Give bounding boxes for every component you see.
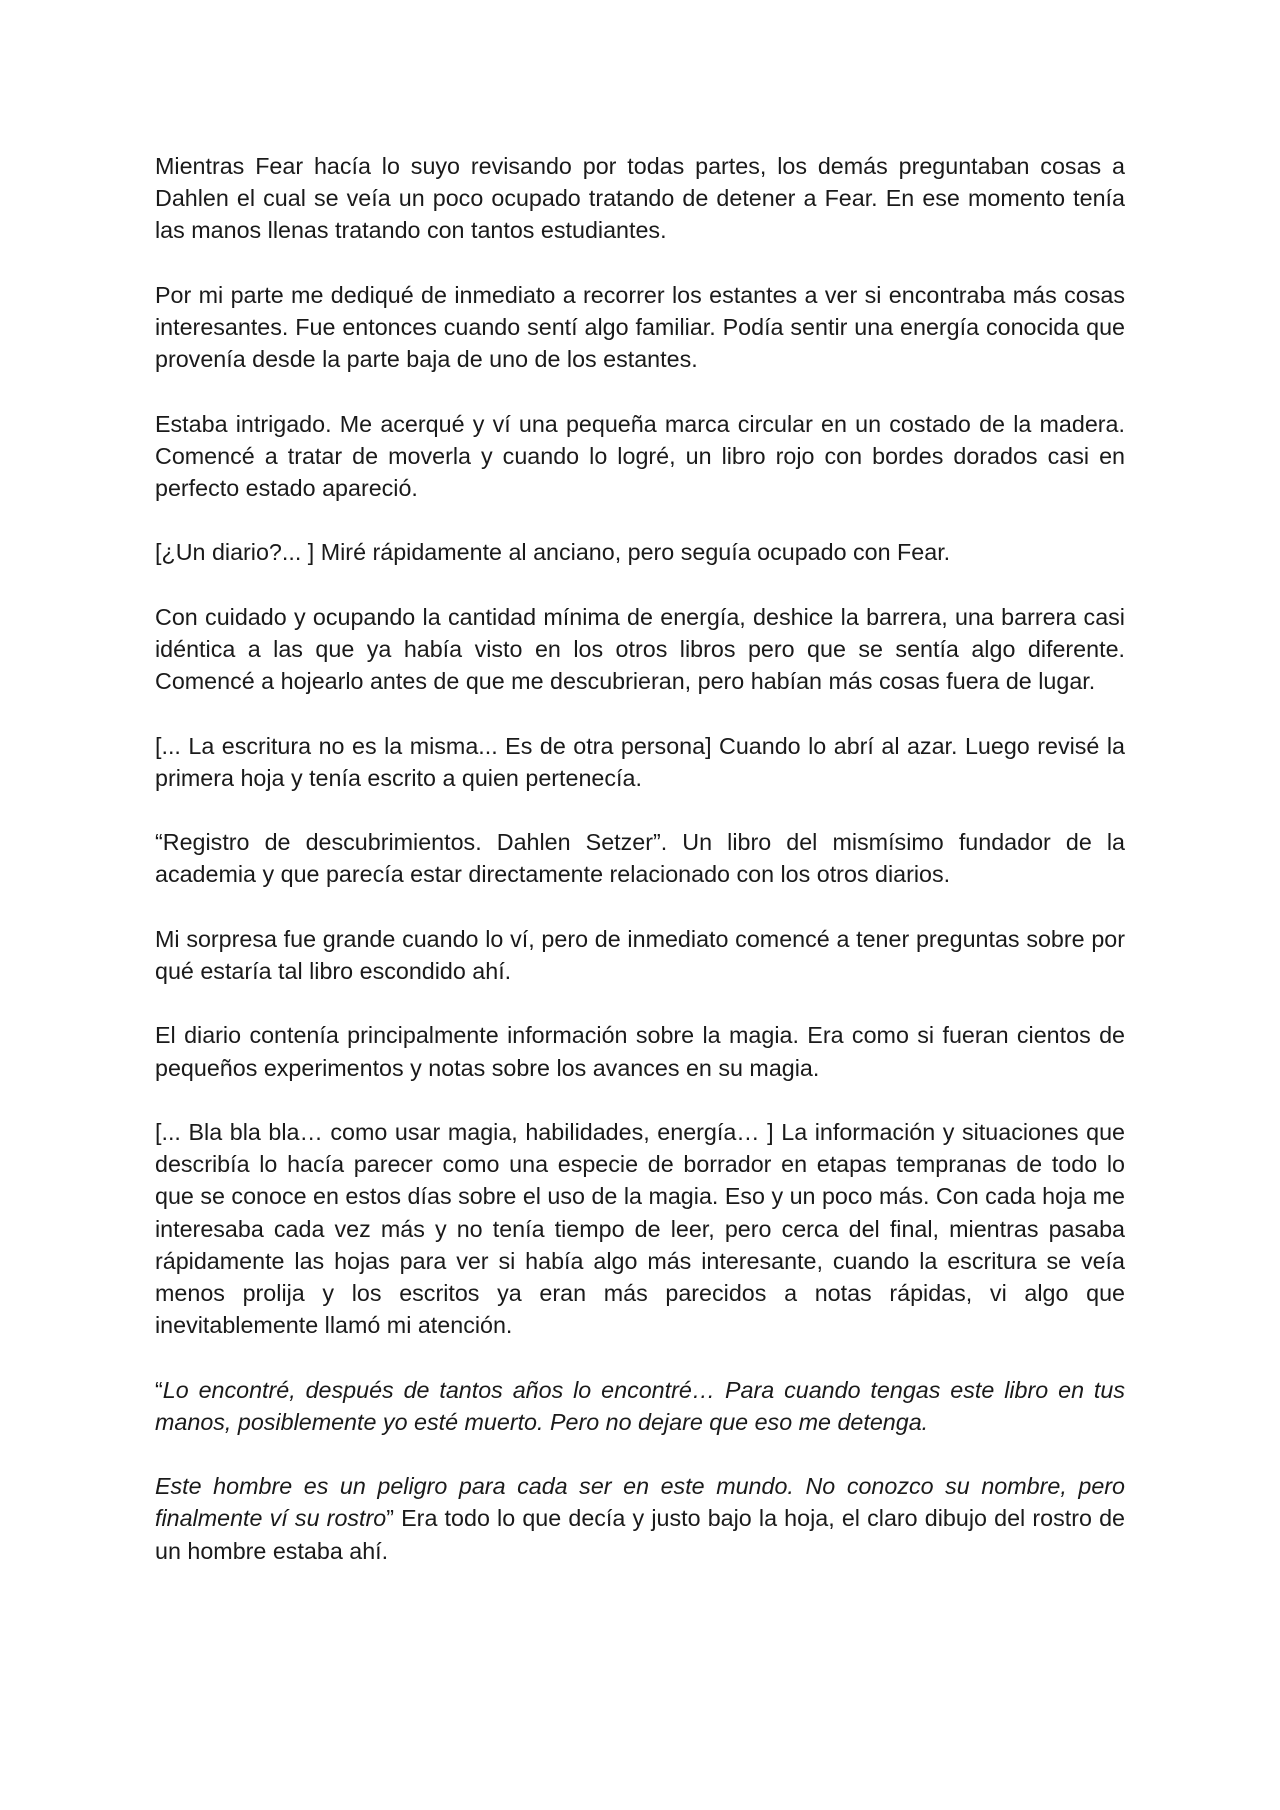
paragraph: Por mi parte me dediqué de inmediato a recorrer los estantes a ver si encontraba más cosas interesantes. Fue entonces cuando sentí algo familiar. Podía sentir una energía conocida que provenía desde la parte baja de uno de los estantes. xyxy=(155,281,1125,373)
paragraph: [... La escritura no es la misma... Es de otra persona] Cuando lo abrí al azar. Luego revisé la primera hoja y tenía escrito a quien pertenecía. xyxy=(155,732,1125,791)
paragraph: El diario contenía principalmente información sobre la magia. Era como si fueran cientos de pequeños experimentos y notas sobre los avances en su magia. xyxy=(155,1022,1125,1081)
quote-open-mark: “ xyxy=(155,1376,163,1403)
paragraph: Mi sorpresa fue grande cuando lo ví, pero de inmediato comencé a tener preguntas sobre por qué estaría tal libro escondido ahí. xyxy=(155,925,1125,984)
final-paragraph xyxy=(155,1470,1125,1567)
paragraph: [¿Un diario?... ] Miré rápidamente al anciano, pero seguía ocupado con Fear. xyxy=(155,539,951,566)
final-paragraph-text: ” Era todo lo que decía y justo bajo la hoja, el claro dibujo del rostro de un hombre estaba ahí. xyxy=(155,1505,1125,1564)
diary-quote-italic: Lo encontré, después de tantos años lo encontré… Para cuando tengas este libro en tus manos, posiblemente yo esté muerto. Pero no dejare que eso me detenga. xyxy=(155,1376,1125,1435)
document-page xyxy=(155,150,1125,1567)
paragraph: Mientras Fear hacía lo suyo revisando por todas partes, los demás preguntaban cosas a Dahlen el cual se veía un poco ocupado tratando de detener a Fear. En ese momento tenía las manos llenas tratando con tantos estudiantes. xyxy=(155,153,1125,244)
paragraph: Con cuidado y ocupando la cantidad mínima de energía, deshice la barrera, una barrera casi idéntica a las que ya había visto en los otros libros pero que se sentía algo diferente. Comencé a hojearlo antes de que me descubrieran, pero habían más cosas fuera de lugar. xyxy=(155,603,1125,695)
paragraph: Estaba intrigado. Me acerqué y ví una pequeña marca circular en un costado de la madera. Comencé a tratar de moverla y cuando lo logré, un libro rojo con bordes dorados casi en perfecto estado apareció. xyxy=(155,410,1125,501)
paragraph: “Registro de descubrimientos. Dahlen Setzer”. Un libro del mismísimo fundador de la academia y que parecía estar directamente relacionado con los otros diarios. xyxy=(155,829,1125,888)
quote-paragraph xyxy=(155,1374,1125,1438)
diary-quote-italic-end: Este hombre es un peligro para cada ser en este mundo. No conozco su nombre, pero finalmente ví su rostro xyxy=(155,1473,1125,1532)
paragraph: [... Bla bla bla… como usar magia, habilidades, energía… ] La información y situaciones que describía lo hacía parecer como una especie de borrador en etapas tempranas de todo lo que se conoce en estos días sobre el uso de la magia. Eso y un poco más. Con cada hoja me interesaba cada vez más y no tenía tiempo de leer, pero cerca del final, mientras pasaba rápidamente las hojas para ver si había algo más interesante, cuando la escritura se veía menos prolija y los escritos ya eran más parecidos a notas rápidas, vi algo que inevitablemente llamó mi atención. xyxy=(155,1118,1125,1339)
